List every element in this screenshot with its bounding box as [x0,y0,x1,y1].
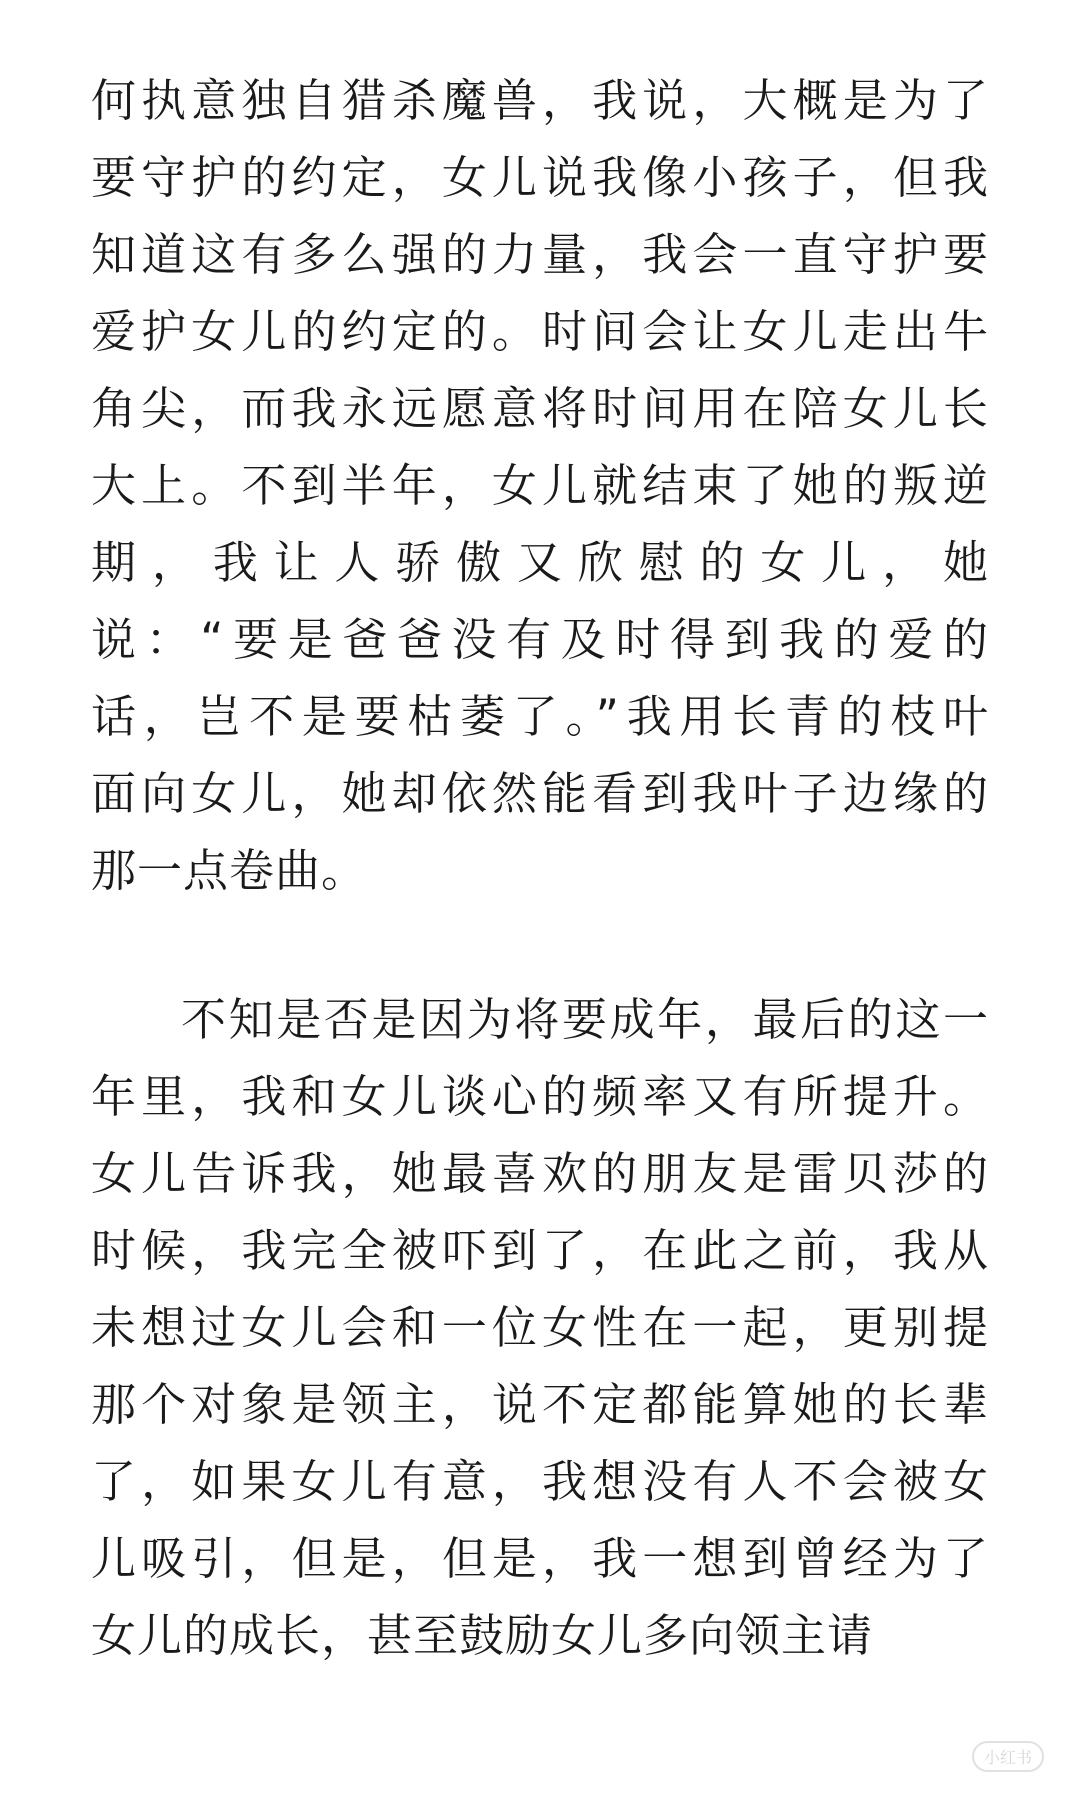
text-line: 说：“要是爸爸没有及时得到我的爱的 [91,613,989,666]
text-line: 女儿的成长，甚至鼓励女儿多向领主请 [91,1609,874,1662]
text-line: 儿吸引，但是，但是，我一想到曾经为了 [91,1532,989,1585]
text-line: 那个对象是领主，说不定都能算她的长辈 [91,1378,989,1431]
text-line: 大上。不到半年，女儿就结束了她的叛逆 [91,459,989,512]
text-line: 不知是否是因为将要成年，最后的这一 [181,993,989,1046]
text-line: 面向女儿，她却依然能看到我叶子边缘的 [91,767,989,820]
watermark [972,1741,1044,1772]
text-line: 要守护的约定，女儿说我像小孩子，但我 [91,151,989,204]
text-line: 期，我让人骄傲又欣慰的女儿，她 [91,536,989,589]
watermark-logo: 小红书 [972,1741,1044,1772]
text-line: 女儿告诉我，她最喜欢的朋友是雷贝莎的 [91,1147,989,1200]
text-line: 知道这有多么强的力量，我会一直守护要 [91,228,989,281]
text-line: 时候，我完全被吓到了，在此之前，我从 [91,1224,989,1277]
text-line: 年里，我和女儿谈心的频率又有所提升。 [91,1070,989,1123]
text-line: 了，如果女儿有意，我想没有人不会被女 [91,1455,989,1508]
text-line: 话，岂不是要枯萎了。”我用长青的枝叶 [91,690,989,743]
text-line: 那一点卷曲。 [91,844,368,897]
text-line: 角尖，而我永远愿意将时间用在陪女儿长 [91,382,989,435]
text-line: 未想过女儿会和一位女性在一起，更别提 [91,1301,989,1354]
text-line: 爱护女儿的约定的。时间会让女儿走出牛 [91,305,989,358]
text-line: 何执意独自猎杀魔兽，我说，大概是为了 [91,74,989,127]
